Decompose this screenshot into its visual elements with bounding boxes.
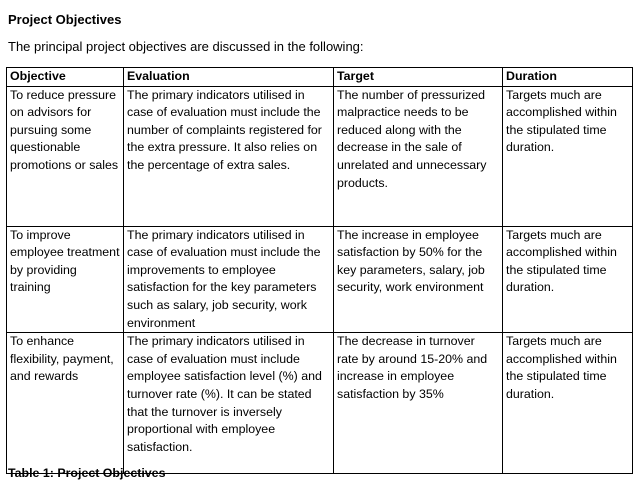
column-header-duration: Duration [503,68,633,87]
duration-cell: Targets much are accomplished within the stipulated time duration. [503,226,633,333]
table-row [7,86,633,226]
target-cell: The decrease in turnover rate by around 15-20% and increase in employee satisfaction by 35% [334,333,503,474]
column-header-target: Target [334,68,503,87]
evaluation-cell: The primary indicators utilised in case of evaluation must include the number of complaints registered for the extra pressure. It also relies on the percentage of extra sales. [124,86,334,226]
duration-cell: Targets much are accomplished within the stipulated time duration. [503,333,633,474]
table-row [7,333,633,474]
evaluation-cell: The primary indicators utilised in case of evaluation must include the improvements to employee satisfaction for the key parameters such as salary, job security, work environment [124,226,334,333]
evaluation-cell: The primary indicators utilised in case of evaluation must include employee satisfaction level (%) and turnover rate (%). It can be stated that the turnover is inversely proportional with employee satisfaction. [124,333,334,474]
table-caption: Table 1: Project Objectives [8,466,166,480]
target-cell: The increase in employee satisfaction by 50% for the key parameters, salary, job security, work environment [334,226,503,333]
intro-paragraph: The principal project objectives are discussed in the following: [8,39,364,54]
target-cell: The number of pressurized malpractice needs to be reduced along with the decrease in the sale of unrelated and unnecessary products. [334,86,503,226]
column-header-objective: Objective [7,68,124,87]
objective-cell: To reduce pressure on advisors for pursuing some questionable promotions or sales [7,86,124,226]
table-header-row [7,68,633,87]
table-row [7,226,633,333]
objective-cell: To improve employee treatment by providing training [7,226,124,333]
objective-cell: To enhance flexibility, payment, and rewards [7,333,124,474]
column-header-evaluation: Evaluation [124,68,334,87]
duration-cell: Targets much are accomplished within the stipulated time duration. [503,86,633,226]
objectives-table [6,67,633,474]
page-title: Project Objectives [8,12,122,27]
